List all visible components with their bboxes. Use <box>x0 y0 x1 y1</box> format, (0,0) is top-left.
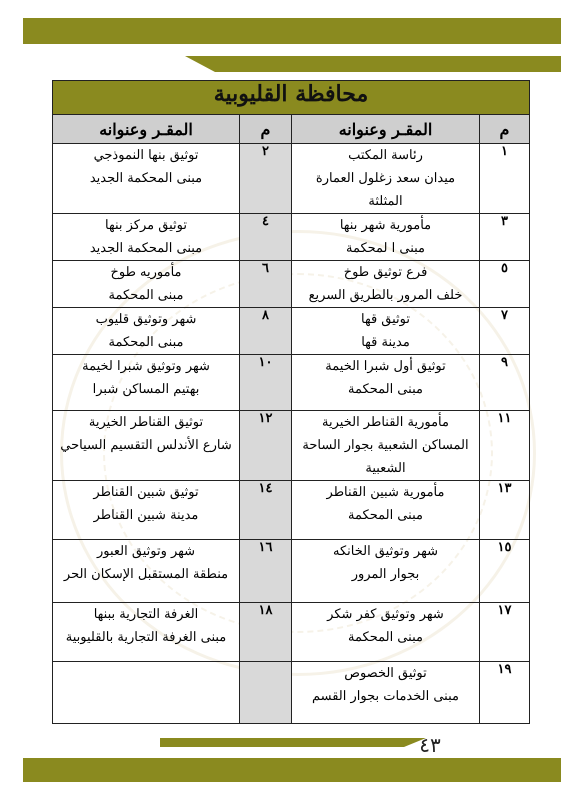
office-line: مبنى المحكمة الجديد <box>89 171 203 186</box>
office-line: رئاسة المكتب <box>348 148 423 163</box>
office-cell-right <box>292 603 480 662</box>
offices-table <box>52 80 530 724</box>
row-number-left: ١٦ <box>240 540 292 603</box>
office-line: الغرفة التجارية ببنها <box>93 607 199 622</box>
office-cell-left <box>53 481 240 540</box>
row-number-right: ١٣ <box>480 481 530 540</box>
office-line: مبنى المحكمة <box>348 630 423 645</box>
office-line: الشعبية <box>365 461 406 476</box>
office-cell-right <box>292 540 480 603</box>
office-cell-right <box>292 261 480 308</box>
office-header-left: المقـر وعنوانه <box>53 115 240 144</box>
num-header-left: م <box>240 115 292 144</box>
office-cell-left <box>53 355 240 411</box>
office-line: شهر وتوثيق شبرا لخيمة <box>82 359 210 374</box>
row-number-right: ٧ <box>480 308 530 355</box>
office-line: مدينة قها <box>361 335 410 350</box>
office-line: خلف المرور بالطريق السريع <box>308 288 463 303</box>
table-row <box>53 481 530 540</box>
office-line: شارع الأندلس التقسيم السياحي <box>60 438 232 453</box>
office-cell-left <box>53 662 240 724</box>
office-header-right: المقـر وعنوانه <box>292 115 480 144</box>
office-cell-left <box>53 308 240 355</box>
row-number-left: ١٤ <box>240 481 292 540</box>
office-line: فرع توثيق طوخ <box>343 265 428 280</box>
office-cell-left <box>53 411 240 481</box>
top-decor-bar <box>23 18 561 44</box>
table-row <box>53 540 530 603</box>
office-line: ميدان سعد زغلول العمارة <box>315 171 456 186</box>
office-line: المساكن الشعبية بجوار الساحة <box>302 438 469 453</box>
office-line: مأموريه طوخ <box>110 265 182 280</box>
bottom-thin-decor-bar <box>160 738 404 747</box>
office-line: مأمورية شبين القناطر <box>326 485 445 500</box>
office-line: مبنى المحكمة الجديد <box>89 241 203 256</box>
table-row <box>53 662 530 724</box>
table-row <box>53 214 530 261</box>
office-cell-left <box>53 603 240 662</box>
office-line: مدينة شبين القناطر <box>93 508 199 523</box>
office-line: توثيق بنها النموذجي <box>93 148 199 163</box>
office-line: توثيق شبين القناطر <box>93 485 199 500</box>
table-row <box>53 603 530 662</box>
row-number-right: ٥ <box>480 261 530 308</box>
row-number-right: ١٥ <box>480 540 530 603</box>
office-line: مبنى المحكمة <box>108 288 184 303</box>
office-cell-right <box>292 214 480 261</box>
table-row <box>53 411 530 481</box>
office-line: شهر وتوثيق قليوب <box>95 312 197 327</box>
row-number-right: ٩ <box>480 355 530 411</box>
office-cell-left <box>53 144 240 214</box>
office-line: توثيق أول شبرا الخيمة <box>325 359 446 374</box>
row-number-right: ١٩ <box>480 662 530 724</box>
office-line: بجوار المرور <box>351 567 420 582</box>
office-cell-right <box>292 144 480 214</box>
table-row <box>53 355 530 411</box>
num-header-right: م <box>480 115 530 144</box>
office-line: مبنى المحكمة <box>348 508 423 523</box>
row-number-left: ١٠ <box>240 355 292 411</box>
row-number-left <box>240 662 292 724</box>
office-line: شهر وتوثيق الخانكه <box>332 544 438 559</box>
office-cell-left <box>53 540 240 603</box>
office-line: توثيق القناطر الخيرية <box>88 415 204 430</box>
office-cell-right <box>292 355 480 411</box>
table-row <box>53 144 530 214</box>
table-row <box>53 261 530 308</box>
row-number-right: ١٧ <box>480 603 530 662</box>
row-number-right: ١ <box>480 144 530 214</box>
row-number-left: ٨ <box>240 308 292 355</box>
office-line: شهر وتوثيق العبور <box>96 544 196 559</box>
office-line: مبنى المحكمة <box>108 335 184 350</box>
office-line: مبنى الغرفة التجارية بالقليوبية <box>65 630 227 645</box>
row-number-left: ٦ <box>240 261 292 308</box>
office-cell-left <box>53 261 240 308</box>
row-number-right: ١١ <box>480 411 530 481</box>
row-number-left: ١٨ <box>240 603 292 662</box>
office-line: مأمورية شهر بنها <box>339 218 432 233</box>
row-number-left: ٢ <box>240 144 292 214</box>
row-number-left: ١٢ <box>240 411 292 481</box>
row-number-right: ٣ <box>480 214 530 261</box>
office-line: بهتيم المساكن شبرا <box>92 382 200 397</box>
office-line: توثيق قها <box>360 312 411 327</box>
office-line: شهر وتوثيق كفر شكر <box>327 607 444 622</box>
office-cell-right <box>292 411 480 481</box>
table-row <box>53 308 530 355</box>
row-number-left: ٤ <box>240 214 292 261</box>
office-cell-right <box>292 481 480 540</box>
office-line: منطقة المستقبل الإسكان الحر <box>63 567 229 582</box>
bottom-decor-bar <box>23 758 561 782</box>
office-line: توثيق مركز بنها <box>105 218 187 233</box>
office-cell-right <box>292 308 480 355</box>
office-line: توثيق الخصوص <box>344 666 427 681</box>
office-cell-left <box>53 214 240 261</box>
office-line: مبنى ا لمحكمة <box>345 241 426 256</box>
office-line: المثلثة <box>368 194 403 209</box>
office-line: مأمورية القناطر الخيرية <box>322 415 449 430</box>
office-cell-right <box>292 662 480 724</box>
page-number: ٤٣ <box>419 733 441 757</box>
table-title: محافظة القليوبية <box>53 81 530 115</box>
top-thin-decor-bar <box>215 56 561 72</box>
office-line: مبنى المحكمة <box>348 382 423 397</box>
office-line: مبنى الخدمات بجوار القسم <box>311 689 459 704</box>
